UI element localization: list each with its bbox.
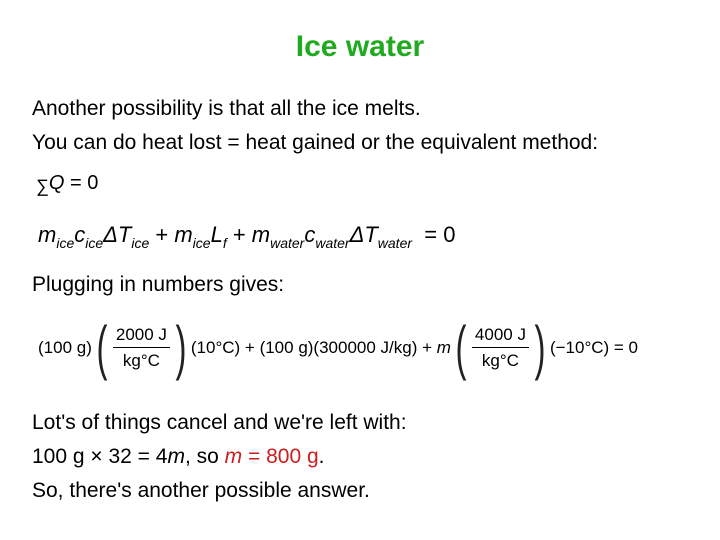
- conclusion-line: So, there's another possible answer.: [32, 479, 370, 502]
- equals-zero: = 0: [64, 172, 99, 194]
- q-symbol: Q: [48, 172, 65, 194]
- sub-ice: ice: [85, 235, 104, 251]
- result-line: [32, 444, 324, 470]
- plus-sign: +: [226, 222, 252, 247]
- right-paren: ): [175, 314, 187, 381]
- temperature-change-term: (−10°C) = 0: [549, 338, 639, 357]
- mass-ice-term: (100 g): [38, 338, 92, 357]
- left-paren: (: [455, 314, 467, 381]
- m-ice: m: [38, 222, 57, 247]
- sub-water: water: [315, 235, 350, 251]
- unknown-mass: m: [436, 338, 451, 357]
- numeric-equation: [38, 314, 639, 381]
- left-paren: (: [96, 314, 108, 381]
- equals-zero: = 0: [412, 222, 456, 247]
- fraction-denominator: kg°C: [122, 351, 160, 370]
- sub-ice: ice: [192, 235, 211, 251]
- result-so: , so: [184, 445, 225, 468]
- plus-sign: +: [149, 222, 175, 247]
- sub-ice: ice: [131, 235, 150, 251]
- sigma-symbol: ∑: [36, 176, 49, 196]
- delta-t-water: ΔT: [349, 222, 378, 247]
- answer-m: m: [224, 445, 243, 468]
- slide-title: Ice water: [295, 30, 425, 63]
- latent-heat: L: [210, 222, 223, 247]
- right-paren: ): [534, 314, 546, 381]
- c-water: c: [304, 222, 316, 247]
- specific-heat-ice-fraction: [113, 325, 170, 371]
- period: .: [318, 445, 325, 468]
- c-ice: c: [74, 222, 86, 247]
- intro-line: Another possibility is that all the ice melts.: [32, 97, 421, 120]
- sub-water: water: [270, 235, 305, 251]
- fraction-denominator: kg°C: [481, 351, 519, 370]
- delta-t-ice: ΔT: [103, 222, 132, 247]
- specific-heat-water-fraction: [472, 325, 529, 371]
- plugging-line: Plugging in numbers gives:: [32, 273, 285, 296]
- result-m: m: [167, 445, 185, 468]
- heat-balance-equation: [38, 222, 455, 251]
- result-equation: 100 g × 32 = 4: [32, 445, 168, 468]
- middle-terms: (10°C) + (100 g)(300000 J/kg) +: [190, 338, 437, 357]
- cancel-line: Lot's of things cancel and we're left with:: [32, 411, 407, 434]
- sub-f: f: [222, 235, 227, 251]
- fraction-numerator: 2000 J: [113, 325, 170, 348]
- m-ice-2: m: [174, 222, 193, 247]
- sum-q-equation: [36, 172, 98, 195]
- fraction-numerator: 4000 J: [472, 325, 529, 348]
- sub-ice: ice: [56, 235, 75, 251]
- method-line: You can do heat lost = heat gained or the equivalent method:: [32, 131, 599, 154]
- sub-water: water: [377, 235, 413, 251]
- answer-value: = 800 g: [242, 445, 319, 468]
- m-water: m: [251, 222, 271, 247]
